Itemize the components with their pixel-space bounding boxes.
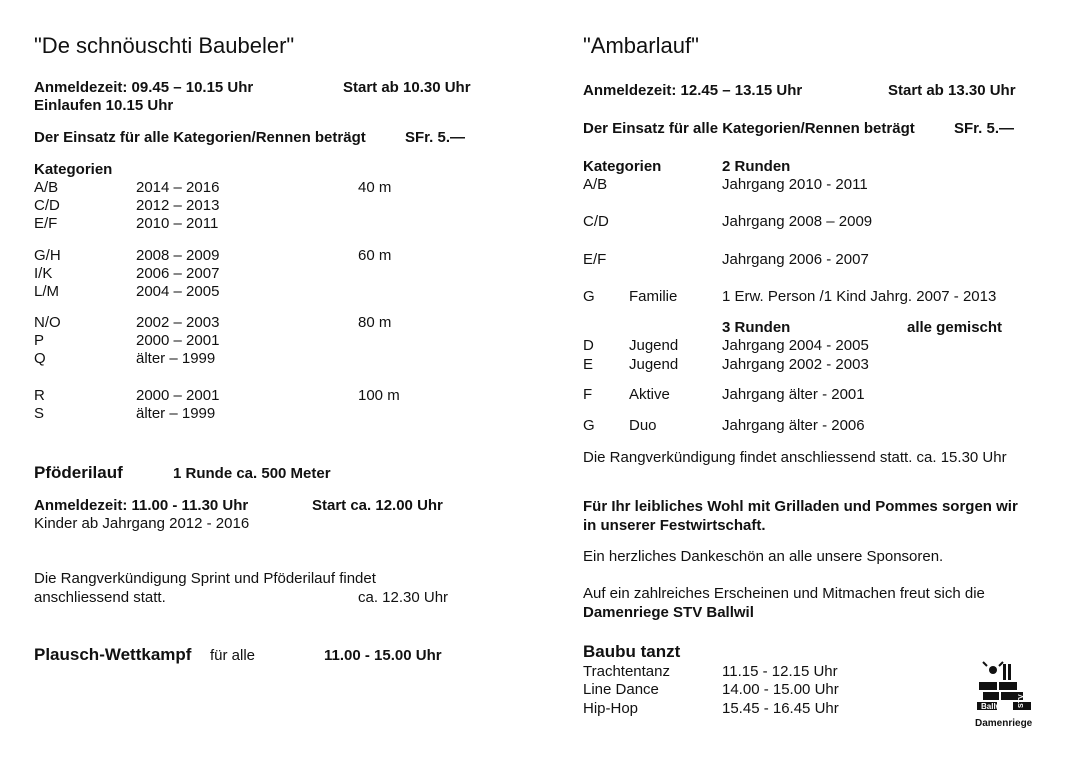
plausch-title: Plausch-Wettkampf: [34, 645, 192, 664]
category-desc: Jahrgang 2004 - 2005: [722, 337, 869, 354]
thanks-text: Ein herzliches Dankeschön an alle unsere Sponsoren.: [583, 548, 944, 565]
food-line-2: in unserer Festwirtschaft.: [583, 517, 766, 534]
category-code: E: [583, 356, 594, 373]
logo-stv-text: STV: [1018, 694, 1025, 708]
category-code: F: [583, 386, 593, 403]
ranking-line-2: anschliessend statt.: [34, 589, 166, 606]
category-type: Aktive: [629, 386, 670, 403]
category-desc: Jahrgang 2006 - 2007: [722, 251, 869, 268]
category-years: älter – 1999: [136, 405, 216, 422]
closing-line-2: Damenriege STV Ballwil: [583, 604, 754, 621]
category-distance: 60 m: [358, 247, 392, 264]
category-code: N/O: [34, 314, 61, 331]
category-years: 2000 – 2001: [136, 387, 220, 404]
category-desc: 1 Erw. Person /1 Kind Jahrg. 2007 - 2013: [722, 288, 997, 305]
dance-name: Hip-Hop: [583, 700, 639, 717]
category-code: L/M: [34, 283, 60, 300]
category-desc: Jahrgang 2002 - 2003: [722, 356, 869, 373]
category-type: Jugend: [629, 337, 679, 354]
dance-time: 15.45 - 16.45 Uhr: [722, 700, 839, 717]
category-years: 2002 – 2003: [136, 314, 220, 331]
category-code: G/H: [34, 247, 61, 264]
dance-title: Baubu tanzt: [583, 642, 681, 661]
right-start: Start ab 13.30 Uhr: [888, 82, 1016, 99]
left-registration: Anmeldezeit: 09.45 – 10.15 Uhr: [34, 79, 254, 96]
category-code: G: [583, 288, 595, 305]
left-title: "De schnöuschti Baubeler": [34, 33, 295, 58]
logo-caption: Damenriege: [975, 718, 1033, 729]
category-years: 2014 – 2016: [136, 179, 220, 196]
category-years: 2012 – 2013: [136, 197, 220, 214]
category-years: 2006 – 2007: [136, 265, 220, 282]
category-code: S: [34, 405, 45, 422]
category-code: C/D: [34, 197, 60, 214]
pf-kids: Kinder ab Jahrgang 2012 - 2016: [34, 515, 250, 532]
pfoederilauf-title: Pföderilauf: [34, 463, 123, 482]
category-code: D: [583, 337, 594, 354]
category-code: Q: [34, 350, 46, 367]
right-fee-text: Der Einsatz für alle Kategorien/Rennen beträgt: [583, 120, 915, 137]
category-code: E/F: [34, 215, 58, 232]
category-desc: Jahrgang älter - 2006: [722, 417, 865, 434]
plausch-for: für alle: [210, 647, 256, 664]
dance-time: 14.00 - 15.00 Uhr: [722, 681, 839, 698]
pf-start: Start ca. 12.00 Uhr: [312, 497, 443, 514]
left-warmup: Einlaufen 10.15 Uhr: [34, 97, 174, 114]
ranking-line-1: Die Rangverkündigung Sprint und Pföderilauf findet: [34, 570, 376, 587]
logo-ballwil-text: Ballwil: [981, 702, 1007, 711]
left-start: Start ab 10.30 Uhr: [343, 79, 471, 96]
category-code: G: [583, 417, 595, 434]
right-ranking: Die Rangverkündigung findet anschliessend statt. ca. 15.30 Uhr: [583, 449, 1007, 466]
mixed-label: alle gemischt: [907, 319, 1003, 336]
right-categories-heading: Kategorien: [583, 158, 662, 175]
category-years: älter – 1999: [136, 350, 216, 367]
right-registration: Anmeldezeit: 12.45 – 13.15 Uhr: [583, 82, 803, 99]
rounds-3-heading: 3 Runden: [722, 319, 791, 336]
category-code: A/B: [583, 176, 608, 193]
category-code: P: [34, 332, 45, 349]
category-desc: Jahrgang 2008 – 2009: [722, 213, 873, 230]
category-code: C/D: [583, 213, 609, 230]
category-code: A/B: [34, 179, 59, 196]
right-fee-value: SFr. 5.—: [954, 120, 1015, 137]
plausch-time: 11.00 - 15.00 Uhr: [324, 647, 442, 664]
category-code: R: [34, 387, 45, 404]
left-fee-text: Der Einsatz für alle Kategorien/Rennen beträgt: [34, 129, 366, 146]
category-years: 2010 – 2011: [136, 215, 219, 232]
category-code: I/K: [34, 265, 53, 282]
pfoederilauf-subtitle: 1 Runde ca. 500 Meter: [173, 465, 331, 482]
category-years: 2004 – 2005: [136, 283, 220, 300]
right-title: "Ambarlauf": [583, 33, 699, 58]
category-code: E/F: [583, 251, 607, 268]
pf-registration: Anmeldezeit: 11.00 - 11.30 Uhr: [34, 497, 249, 514]
category-years: 2008 – 2009: [136, 247, 220, 264]
category-distance: 80 m: [358, 314, 392, 331]
dance-time: 11.15 - 12.15 Uhr: [722, 663, 838, 680]
left-fee-value: SFr. 5.—: [405, 129, 466, 146]
category-desc: Jahrgang älter - 2001: [722, 386, 865, 403]
category-desc: Jahrgang 2010 - 2011: [722, 176, 868, 193]
category-distance: 100 m: [358, 387, 400, 404]
left-categories-heading: Kategorien: [34, 161, 113, 178]
category-type: Familie: [629, 288, 678, 305]
category-years: 2000 – 2001: [136, 332, 220, 349]
category-type: Duo: [629, 417, 657, 434]
dance-name: Trachtentanz: [583, 663, 670, 680]
dance-name: Line Dance: [583, 681, 659, 698]
category-distance: 40 m: [358, 179, 392, 196]
ranking-time: ca. 12.30 Uhr: [358, 589, 449, 606]
rounds-2-heading: 2 Runden: [722, 158, 791, 175]
food-line-1: Für Ihr leibliches Wohl mit Grilladen und Pommes sorgen wir: [583, 498, 1018, 515]
closing-line-1: Auf ein zahlreiches Erscheinen und Mitmachen freut sich die: [583, 585, 985, 602]
category-type: Jugend: [629, 356, 679, 373]
